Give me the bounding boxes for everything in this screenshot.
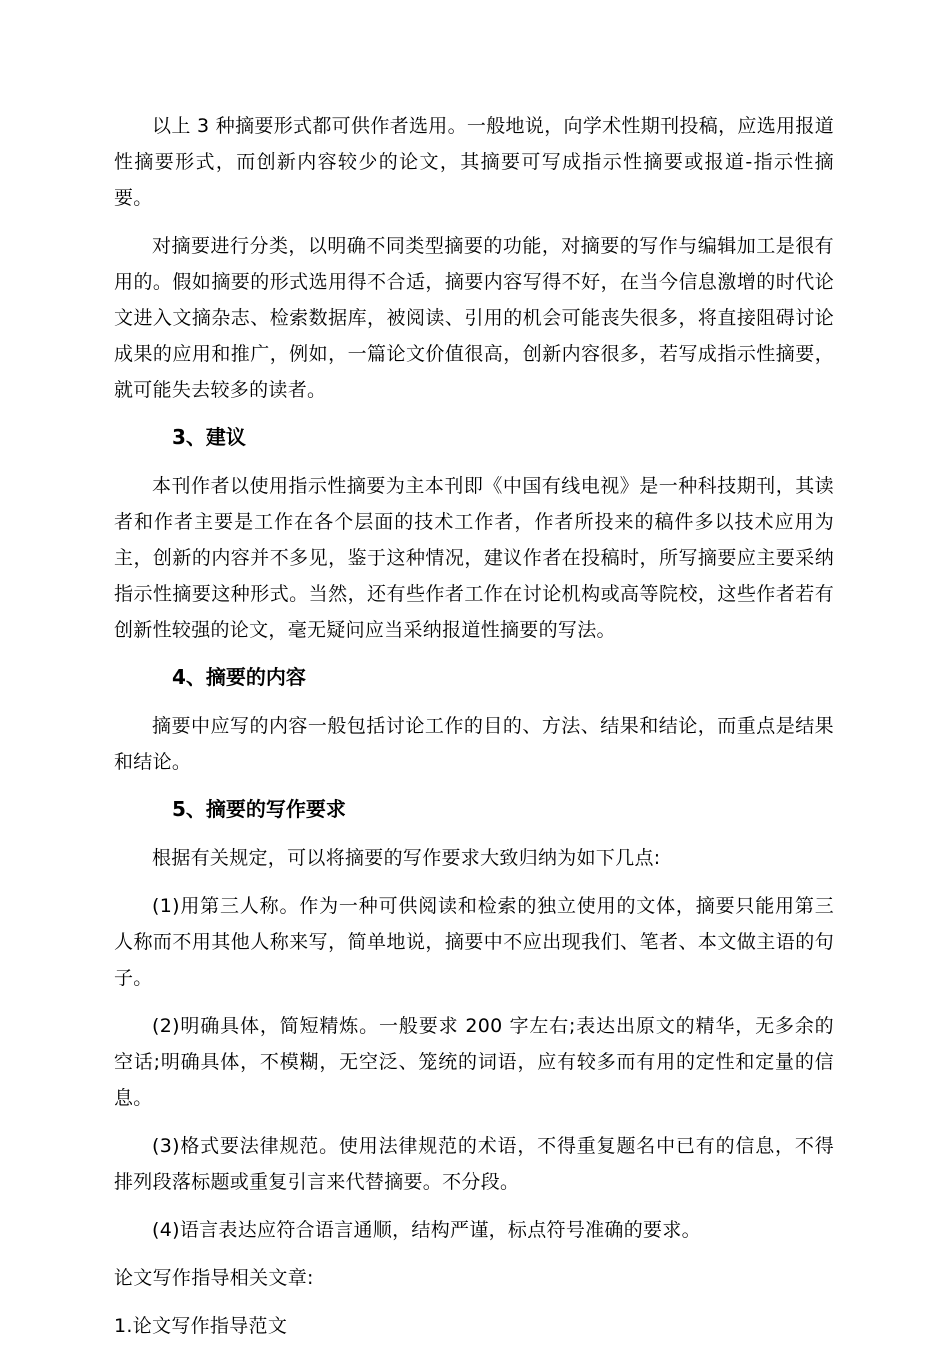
list-item-requirement-4: (4)语言表达应符合语言通顺，结构严谨，标点符号准确的要求。: [152, 1219, 701, 1241]
list-item-requirement-2: (2)明确具体，简短精炼。一般要求 200 字左右;表达出原文的精华，无多余的空话;明确具体，不模糊，无空泛、笼统的词语，应有较多而有用的定性和定量的信息。: [114, 1015, 834, 1109]
related-article-link-1[interactable]: 1.论文写作指导范文: [114, 1315, 288, 1337]
paragraph-abstract-content: 摘要中应写的内容一般包括讨论工作的目的、方法、结果和结论，而重点是结果和结论。: [114, 715, 834, 773]
heading-suggestion: 3、建议: [172, 425, 246, 449]
paragraph-abstract-forms: 以上 3 种摘要形式都可供作者选用。一般地说，向学术性期刊投稿，应选用报道性摘要形式，而创新内容较少的论文，其摘要可写成指示性摘要或报道-指示性摘要。: [114, 115, 834, 209]
document-body: [114, 108, 834, 1356]
paragraph-requirements-intro: 根据有关规定，可以将摘要的写作要求大致归纳为如下几点:: [152, 847, 661, 869]
paragraph-suggestion: 本刊作者以使用指示性摘要为主本刊即《中国有线电视》是一种科技期刊，其读者和作者主要是工作在各个层面的技术工作者，作者所投来的稿件多以技术应用为主，创新的内容并不多见，鉴于这种情况，建议作者在投稿时，所写摘要应主要采纳指示性摘要这种形式。当然，还有些作者工作在讨论机构或高等院校，这些作者若有创新性较强的论文，毫无疑问应当采纳报道性摘要的写法。: [114, 475, 834, 641]
related-articles-label: 论文写作指导相关文章:: [114, 1267, 314, 1289]
paragraph-abstract-classification: 对摘要进行分类，以明确不同类型摘要的功能，对摘要的写作与编辑加工是很有用的。假如摘要的形式选用得不合适，摘要内容写得不好，在当今信息激增的时代论文进入文摘杂志、检索数据库，被阅读、引用的机会可能丧失很多，将直接阻碍讨论成果的应用和推广，例如，一篇论文价值很高，创新内容很多，若写成指示性摘要，就可能失去较多的读者。: [114, 235, 834, 401]
heading-writing-requirements: 5、摘要的写作要求: [172, 797, 346, 821]
heading-abstract-content: 4、摘要的内容: [172, 665, 306, 689]
list-item-requirement-3: (3)格式要法律规范。使用法律规范的术语，不得重复题名中已有的信息，不得排列段落标题或重复引言来代替摘要。不分段。: [114, 1135, 834, 1193]
list-item-requirement-1: (1)用第三人称。作为一种可供阅读和检索的独立使用的文体，摘要只能用第三人称而不用其他人称来写，简单地说，摘要中不应出现我们、笔者、本文做主语的句子。: [114, 895, 834, 989]
